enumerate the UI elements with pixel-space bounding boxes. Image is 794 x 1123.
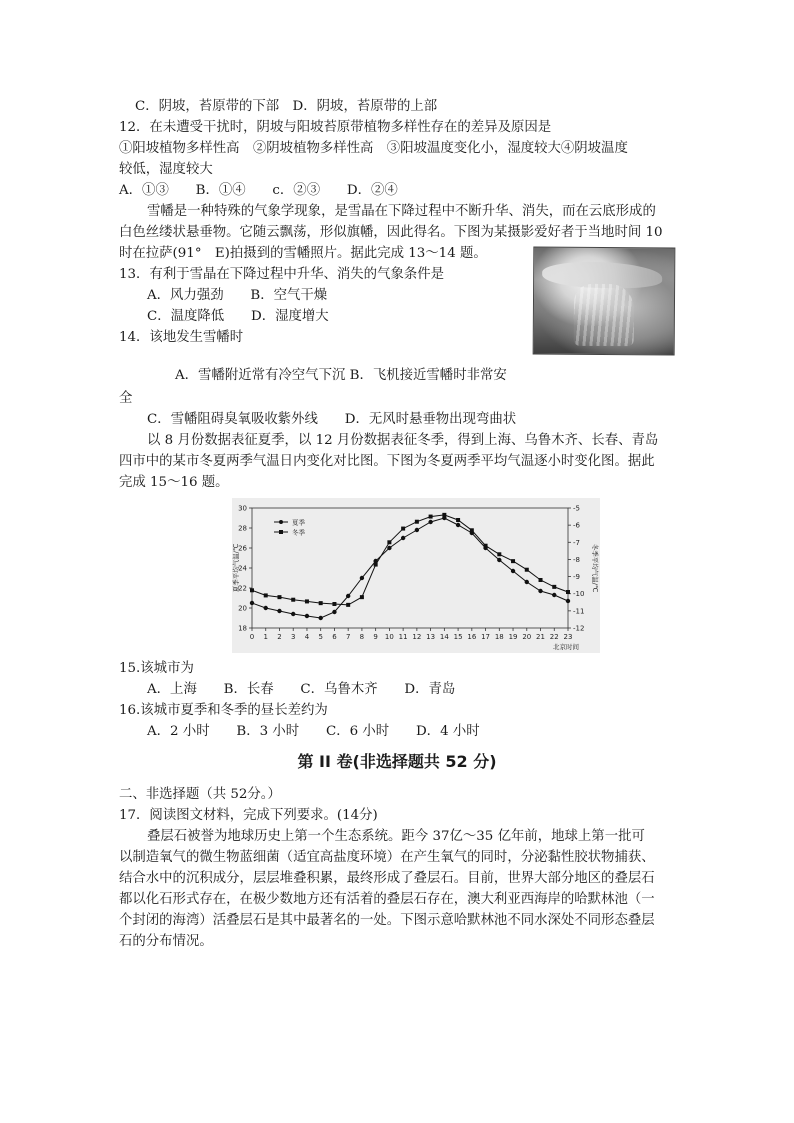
winter-point xyxy=(401,527,405,531)
q15-options: A．上海 B．长春 C．乌鲁木齐 D．青岛 xyxy=(147,682,456,697)
snow-virga-passage-3: 时在拉萨(91° E)拍摄到的雪幡照片。据此完成 13～14 题。 xyxy=(119,246,487,261)
summer-point xyxy=(332,610,336,614)
winter-point xyxy=(484,544,488,548)
x-axis-tick-label: 17 xyxy=(481,633,491,641)
q12-statements-cont: 较低，湿度较大 xyxy=(119,162,213,177)
q14-stem: 14．该地发生雪幡时 xyxy=(119,330,244,345)
winter-point xyxy=(470,528,474,532)
x-axis-tick-label: 9 xyxy=(373,633,378,641)
legend-marker-summer xyxy=(279,520,283,524)
winter-point xyxy=(497,552,501,556)
right-axis-tick-label: -9 xyxy=(573,573,580,582)
summer-point xyxy=(525,580,529,584)
right-axis-tick-label: -7 xyxy=(573,538,580,547)
winter-point xyxy=(525,568,529,572)
q12-statements: ①阳坡植物多样性高 ②阴坡植物多样性高 ③阳坡温度变化小，湿度较大④阴坡温度 xyxy=(119,141,628,156)
x-axis-tick-label: 20 xyxy=(522,633,532,641)
left-axis-tick-label: 22 xyxy=(238,584,247,593)
q17-passage-2: 以制造氧气的微生物蓝细菌（适宜高盐度环境）在产生氧气的同时，分泌黏性胶状物捕获、 xyxy=(119,850,655,865)
temperature-passage-3: 完成 15～16 题。 xyxy=(119,475,229,490)
x-axis-tick-label: 0 xyxy=(249,633,255,641)
x-axis-tick-label: 5 xyxy=(318,633,323,641)
x-axis-tick-label: 21 xyxy=(536,633,545,641)
winter-point xyxy=(346,603,350,607)
q13-options-ab: A．风力强劲 B．空气干燥 xyxy=(147,288,328,303)
x-axis-tick-label: 8 xyxy=(359,633,365,641)
right-axis-tick-label: -8 xyxy=(573,555,580,564)
summer-point xyxy=(428,520,432,524)
right-axis-label: 冬季平均气温/℃ xyxy=(591,543,599,593)
winter-point xyxy=(387,540,391,544)
summer-point xyxy=(360,576,364,580)
right-axis-tick-label: -6 xyxy=(573,521,580,530)
x-axis-tick-label: 19 xyxy=(508,633,518,641)
winter-point xyxy=(250,588,254,592)
x-axis-tick-label: 6 xyxy=(332,633,337,641)
q13-stem: 13．有利于雪晶在下降过程中升华、消失的气象条件是 xyxy=(119,267,445,282)
x-axis-tick-label: 10 xyxy=(384,633,394,641)
q13-options-cd: C．温度降低 D．湿度增大 xyxy=(147,309,329,324)
winter-point xyxy=(415,520,419,524)
snow-virga-passage-2: 白色丝缕状悬垂物。它随云飘荡，形似旗幡，因此得名。下图为某摄影爱好者于当地时间 10 xyxy=(119,225,663,240)
x-axis-tick-label: 2 xyxy=(277,633,282,641)
left-axis-tick-label: 20 xyxy=(238,604,247,613)
x-axis-label: 北京时间 xyxy=(553,643,579,651)
summer-point xyxy=(318,616,322,620)
left-axis-tick-label: 30 xyxy=(238,504,247,513)
summer-point xyxy=(511,569,515,573)
x-axis-tick-label: 23 xyxy=(563,633,573,641)
winter-point xyxy=(566,590,570,594)
winter-point xyxy=(291,598,295,602)
q14-options-ab-wrap: 全 xyxy=(119,391,133,406)
snow-virga-photo xyxy=(533,247,676,356)
winter-point xyxy=(264,593,268,597)
x-axis-tick-label: 3 xyxy=(290,633,296,641)
left-axis-tick-label: 26 xyxy=(238,544,247,553)
q14-options-ab: A．雪幡附近常有冷空气下沉 B．飞机接近雪幡时非常安 xyxy=(175,368,507,383)
left-axis-label: 夏季平均气温/℃ xyxy=(232,543,240,593)
winter-point xyxy=(277,595,281,599)
winter-point xyxy=(374,563,378,567)
temperature-passage-2: 四市中的某市冬夏两季气温日内变化对比图。下图为冬夏两季平均气温逐小时变化图。据此 xyxy=(119,454,655,469)
legend-label: 夏季 xyxy=(292,518,305,527)
section-heading: 二、非选择题（共 52分。） xyxy=(119,787,281,802)
q16-stem: 16.该城市夏季和冬季的昼长差约为 xyxy=(119,703,328,718)
summer-point xyxy=(264,606,268,610)
summer-point xyxy=(387,546,391,550)
left-axis-tick-label: 18 xyxy=(238,624,247,633)
right-axis-tick-label: -11 xyxy=(573,607,585,616)
winter-point xyxy=(511,559,515,563)
winter-point xyxy=(552,585,556,589)
x-axis-tick-label: 18 xyxy=(494,633,504,641)
winter-point xyxy=(539,578,543,582)
legend-marker-winter xyxy=(279,530,283,534)
q17-passage-6: 石的分布情况。 xyxy=(119,934,213,949)
x-axis-tick-label: 12 xyxy=(412,633,422,641)
summer-point xyxy=(305,614,309,618)
x-axis-tick-label: 7 xyxy=(345,633,351,641)
summer-point xyxy=(346,594,350,598)
winter-point xyxy=(456,518,460,522)
snow-virga-passage: 雪幡是一种特殊的气象学现象，是雪晶在下降过程中不断升华、消失，而在云底形成的 xyxy=(147,204,656,219)
winter-point xyxy=(360,595,364,599)
right-axis-tick-label: -5 xyxy=(573,504,580,513)
left-axis-tick-label: 24 xyxy=(238,564,247,573)
q15-stem: 15.该城市为 xyxy=(119,661,194,676)
left-axis-tick-label: 28 xyxy=(238,524,247,533)
q12-stem: 12．在未遭受干扰时，阴坡与阳坡苔原带植物多样性存在的差异及原因是 xyxy=(119,120,552,135)
winter-point xyxy=(429,515,433,519)
q17-passage-4: 都以化石形式存在，在极少数地方还有活着的叠层石存在，澳大利亚西海岸的哈默林池（一 xyxy=(119,892,655,907)
q12-options: A．①③ B．①④ c．②③ D．②④ xyxy=(119,183,398,198)
q17-passage-1: 叠层石被誉为地球历史上第一个生态系统。距今 37亿～35 亿年前，地球上第一批可 xyxy=(147,829,645,844)
temperature-chart xyxy=(232,498,600,653)
winter-point xyxy=(319,601,323,605)
legend-label: 冬季 xyxy=(292,528,305,537)
x-axis-tick-label: 14 xyxy=(439,633,449,641)
temperature-passage: 以 8 月份数据表征夏季，以 12 月份数据表征冬季，得到上海、乌鲁木齐、长春、青岛 xyxy=(147,433,659,448)
summer-point xyxy=(277,609,281,613)
summer-point xyxy=(566,599,570,603)
summer-point xyxy=(415,528,419,532)
x-axis-tick-label: 16 xyxy=(467,633,477,641)
winter-point xyxy=(442,513,446,517)
q16-options: A．2 小时 B．3 小时 C．6 小时 D．4 小时 xyxy=(147,724,480,739)
x-axis-tick-label: 22 xyxy=(549,633,559,641)
summer-point xyxy=(401,536,405,540)
summer-point xyxy=(497,558,501,562)
summer-point xyxy=(291,612,295,616)
x-axis-tick-label: 11 xyxy=(398,633,408,641)
q17-passage-3: 结合水中的沉积成分，层层堆叠积累，最终形成了叠层石。目前，世界大部分地区的叠层石 xyxy=(119,871,655,886)
q17-passage-5: 个封闭的海湾）活叠层石是其中最著名的一处。下图示意哈默林池不同水深处不同形态叠层 xyxy=(119,913,655,928)
x-axis-tick-label: 1 xyxy=(263,633,268,641)
winter-point xyxy=(305,599,309,603)
summer-point xyxy=(552,593,556,597)
summer-point xyxy=(250,601,254,605)
right-axis-tick-label: -10 xyxy=(573,590,585,599)
q11-option-cd: C．阴坡，苔原带的下部 D．阴坡，苔原带的上部 xyxy=(135,99,438,114)
summer-point xyxy=(456,523,460,527)
photo-virga-streaks xyxy=(574,284,634,346)
x-axis-tick-label: 13 xyxy=(426,633,436,641)
summer-point xyxy=(538,589,542,593)
section-ii-title: 第 II 卷(非选择题共 52 分) xyxy=(297,752,497,771)
q17-stem: 17．阅读图文材料，完成下列要求。(14分) xyxy=(119,808,378,823)
q14-options-cd: C．雪幡阻碍臭氧吸收紫外线 D．无风时悬垂物出现弯曲状 xyxy=(147,412,517,427)
right-axis-tick-label: -12 xyxy=(573,624,585,633)
winter-point xyxy=(332,602,336,606)
x-axis-tick-label: 4 xyxy=(304,633,310,641)
x-axis-tick-label: 15 xyxy=(453,633,463,641)
